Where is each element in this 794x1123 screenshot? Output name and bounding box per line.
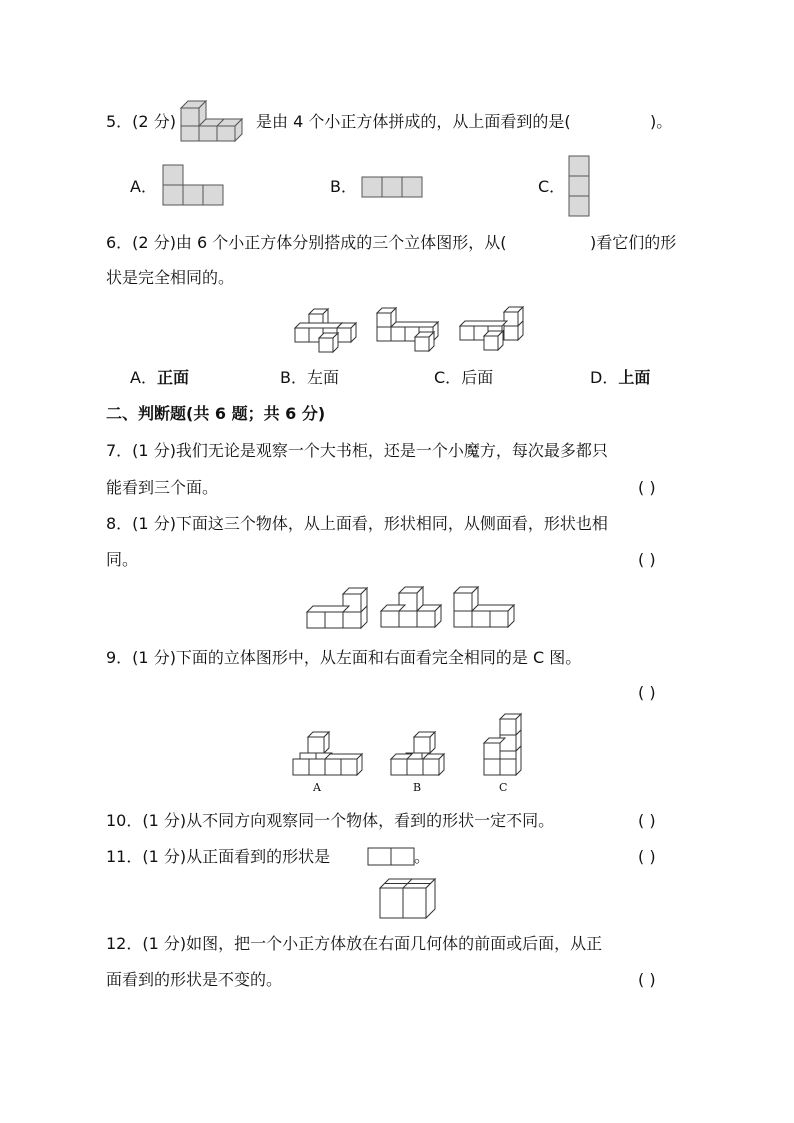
q6-option-b[interactable]: B．左面: [280, 368, 339, 387]
q8-line1: 8．(1 分)下面这三个物体，从上面看，形状相同，从侧面看，形状也相: [106, 514, 608, 533]
q6-option-d[interactable]: D．上面: [590, 368, 651, 387]
q11-answer-paren[interactable]: ( ): [638, 847, 656, 866]
q5-close: )。: [650, 112, 673, 131]
q6-figure-1: [292, 304, 362, 354]
q12-line2: 面看到的形状是不变的。: [106, 970, 283, 989]
q9-label-b: B: [413, 781, 422, 794]
q9-line1: 9．(1 分)下面的立体图形中，从左面和右面看完全相同的是 C 图。: [106, 648, 582, 667]
q5-text: 是由 4 个小正方体拼成的，从上面看到的是(: [256, 112, 571, 131]
q9-label-a: A: [313, 781, 321, 794]
q8-line2: 同。: [106, 550, 139, 569]
q8-figure-1: [304, 584, 368, 630]
q6-figure-3: [457, 302, 529, 352]
q6-option-c[interactable]: C．后面: [434, 368, 494, 387]
q5-prefix: 5．(2 分): [106, 112, 176, 131]
q9-figure-a: [291, 727, 363, 797]
q5-cube-figure: [180, 96, 244, 142]
q5-option-a-label[interactable]: A．: [130, 177, 157, 196]
q11-line1-a: 11．(1 分)从正面看到的形状是: [106, 847, 331, 866]
q11-shape-figure: [367, 847, 415, 867]
q9-label-c: C: [499, 781, 508, 794]
q7-line2: 能看到三个面。: [106, 478, 219, 497]
q5-option-b-label[interactable]: B．: [330, 177, 357, 196]
q6-figure-2: [374, 303, 444, 353]
q8-figure-2: [378, 583, 442, 629]
q6-line2: 状是完全相同的。: [106, 268, 235, 287]
q7-answer-paren[interactable]: ( ): [638, 478, 656, 497]
q12-line1: 12．(1 分)如图，把一个小正方体放在右面几何体的前面或后面，从正: [106, 934, 603, 953]
q10-line1: 10．(1 分)从不同方向观察同一个物体，看到的形状一定不同。: [106, 811, 555, 830]
q11-solid-figure: [377, 876, 441, 922]
section-title: 二、判断题(共 6 题；共 6 分): [106, 404, 326, 423]
q5-option-b-figure: [361, 176, 423, 198]
q6-option-a[interactable]: A．正面: [130, 368, 189, 387]
q6-line1-a: 6．(2 分)由 6 个小正方体分别搭成的三个立体图形，从(: [106, 233, 507, 252]
q9-figure-c: [481, 713, 531, 797]
q7-line1: 7．(1 分)我们无论是观察一个大书柜，还是一个小魔方，每次最多都只: [106, 441, 608, 460]
q11-line1-b: 。: [414, 847, 431, 866]
q8-figure-3: [451, 583, 515, 629]
q6-line1-b: )看它们的形: [590, 233, 677, 252]
q9-figure-b: [389, 727, 449, 797]
q10-answer-paren[interactable]: ( ): [638, 811, 656, 830]
q12-answer-paren[interactable]: ( ): [638, 970, 656, 989]
q5-option-c-figure: [568, 155, 590, 217]
q8-answer-paren[interactable]: ( ): [638, 550, 656, 569]
q5-option-c-label[interactable]: C．: [538, 177, 566, 196]
q5-option-a-figure: [162, 164, 224, 206]
q9-answer-paren[interactable]: ( ): [638, 683, 656, 702]
